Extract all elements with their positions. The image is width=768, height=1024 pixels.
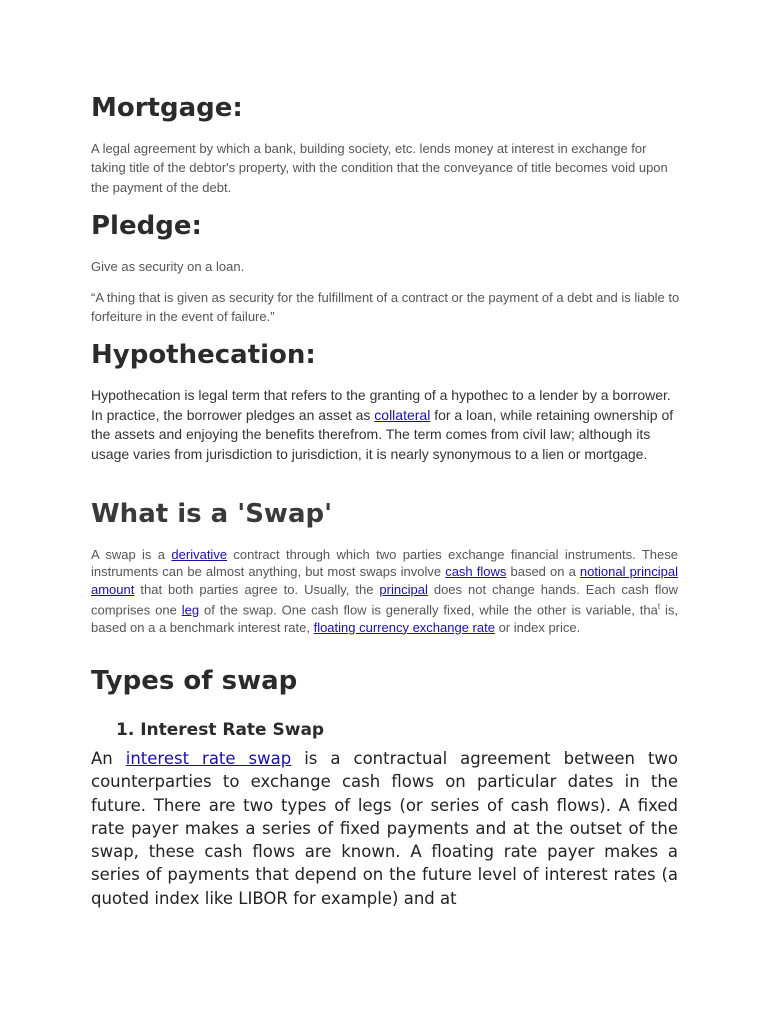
hypothecation-definition: [91, 386, 683, 464]
swap-text: does not change hands. Each cash flow comprises one: [91, 581, 678, 618]
swap-text: is, based on a a benchmark interest rate,: [91, 602, 678, 635]
pledge-heading: Pledge:: [91, 211, 202, 241]
interest-rate-swap-subheading: 1. Interest Rate Swap: [116, 720, 325, 740]
pledge-quote: “A thing that is given as security for the fulfillment of a contract or the payment of a debt and is liable to forfeiture in the event of failure.”: [91, 290, 680, 325]
hypothecation-text-rest: for a loan, while retaining ownership of the assets and enjoying the benefits therefrom. The term comes from civil law; although its usage varies from jurisdiction to jurisdiction, it is nearly synonymous to a lien or mortgage.: [91, 406, 674, 462]
derivative-link[interactable]: derivative: [171, 547, 228, 562]
cash-flows-link[interactable]: cash flows: [445, 564, 507, 580]
irs-text: An: [91, 749, 126, 768]
swap-heading: What is a 'Swap': [91, 499, 333, 529]
interest-rate-swap-definition: [91, 747, 678, 910]
notional-principal-amount-link[interactable]: notional principal amount: [91, 564, 678, 597]
types-of-swap-heading: Types of swap: [91, 666, 298, 696]
leg-link[interactable]: leg: [181, 602, 200, 618]
floating-currency-exchange-rate-link[interactable]: floating currency exchange rate: [313, 619, 495, 635]
swap-text: contract through which two parties exchange financial instruments. These instruments can be almost anything, but most swaps involve: [91, 547, 678, 580]
interest-rate-swap-link[interactable]: interest rate swap: [125, 749, 292, 768]
hypothecation-heading: Hypothecation:: [91, 340, 316, 370]
pledge-definition: Give as security on a loan.: [91, 259, 245, 274]
mortgage-heading: Mortgage:: [91, 93, 243, 123]
swap-text: that both parties agree to. Usually, the: [134, 581, 380, 597]
swap-text: based on a: [506, 564, 580, 580]
swap-text: of the swap. One cash flow is generally fixed, while the other is variable, tha: [199, 602, 658, 618]
swap-text: A swap is a: [91, 547, 172, 562]
mortgage-definition: A legal agreement by which a bank, building society, etc. lends money at interest in exchange for taking title of the debtor's property, with the condition that the conveyance of title becomes void upon the payment of the debt.: [91, 141, 668, 195]
irs-text-rest: is a contractual agreement between two counterparties to exchange cash flows on particular dates in the future. There are two types of legs (or series of cash flows). A fixed rate payer makes a series of fixed payments and at the outset of the swap, these cash flows are known. A floating rate payer makes a series of payments that depend on the future level of interest rates (a quoted index like LIBOR for example) and at: [91, 749, 679, 908]
swap-text: or index price.: [494, 619, 581, 635]
superscript-t: t: [657, 601, 661, 611]
principal-link[interactable]: principal: [379, 581, 428, 597]
collateral-link[interactable]: collateral: [374, 406, 431, 423]
hypothecation-text: Hypothecation is legal term that refers to the granting of a hypothec to a lender by a borrower. In practice, the borrower pledges an asset as: [91, 387, 671, 423]
swap-definition: [91, 546, 678, 636]
